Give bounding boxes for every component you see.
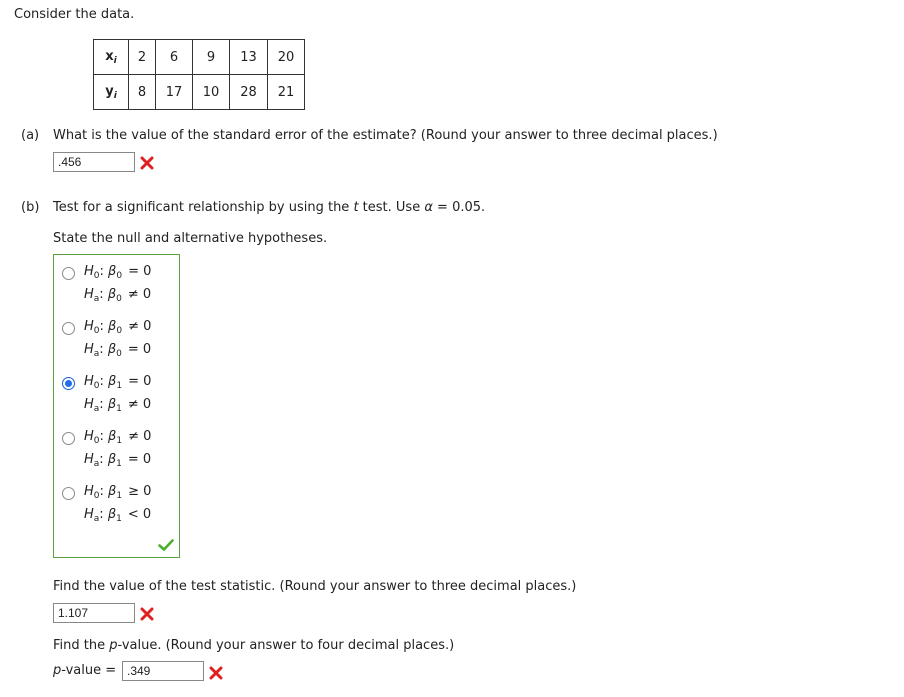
part-b-label: (b) <box>21 200 40 215</box>
part-b-question: Test for a significant relationship by using the t test. Use α = 0.05. <box>53 200 486 215</box>
null-hypothesis: $H_0$: $\beta_1 = 0$ <box>84 374 152 391</box>
check-mark-icon <box>158 539 174 555</box>
hypotheses-choices <box>53 254 180 558</box>
std-error-input[interactable]: .456 <box>53 152 135 172</box>
x-value: 6 <box>156 40 193 75</box>
test-stat-prompt: Find the value of the test statistic. (Round your answer to three decimal places.) <box>53 579 577 594</box>
y-value: 17 <box>156 75 193 110</box>
radio-button-selected[interactable] <box>62 377 75 390</box>
x-label: $x_i$ <box>94 40 129 75</box>
pvalue-input[interactable]: .349 <box>122 661 204 681</box>
x-mark-icon <box>140 156 154 170</box>
y-value: 28 <box>230 75 268 110</box>
intro-text: Consider the data. <box>14 7 135 22</box>
data-table <box>93 39 305 110</box>
y-row <box>94 75 305 110</box>
part-a-question: What is the value of the standard error of the estimate? (Round your answer to three decimal places.) <box>53 128 718 143</box>
x-row <box>94 40 305 75</box>
radio-button[interactable] <box>62 432 75 445</box>
radio-button[interactable] <box>62 322 75 335</box>
null-hypothesis: $H_0$: $\beta_0 \ne 0$ <box>84 319 152 336</box>
y-value: 21 <box>268 75 305 110</box>
radio-button[interactable] <box>62 487 75 500</box>
x-mark-icon <box>209 666 223 680</box>
alternative-hypothesis: $H_a$: $\beta_1 < 0$ <box>84 507 152 524</box>
x-value: 13 <box>230 40 268 75</box>
hypothesis-option-2[interactable] <box>62 319 177 365</box>
y-value: 10 <box>193 75 230 110</box>
hypotheses-prompt: State the null and alternative hypotheses. <box>53 231 328 246</box>
null-hypothesis: $H_0$: $\beta_1 \ne 0$ <box>84 429 152 446</box>
hypothesis-option-4[interactable] <box>62 429 177 475</box>
hypothesis-option-1[interactable] <box>62 264 177 310</box>
pvalue-label: p-value = <box>53 663 117 678</box>
y-value: 8 <box>129 75 156 110</box>
hypothesis-option-3[interactable] <box>62 374 177 420</box>
x-value: 20 <box>268 40 305 75</box>
null-hypothesis: $H_0$: $\beta_1 \ge 0$ <box>84 484 152 501</box>
pvalue-prompt: Find the p-value. (Round your answer to four decimal places.) <box>53 638 455 653</box>
hypothesis-option-5[interactable] <box>62 484 177 530</box>
x-value: 9 <box>193 40 230 75</box>
alternative-hypothesis: $H_a$: $\beta_0 = 0$ <box>84 342 152 359</box>
x-mark-icon <box>140 607 154 621</box>
alternative-hypothesis: $H_a$: $\beta_0 \ne 0$ <box>84 287 152 304</box>
test-stat-input[interactable]: 1.107 <box>53 603 135 623</box>
part-a-label: (a) <box>21 128 40 143</box>
y-label: $y_i$ <box>94 75 129 110</box>
alternative-hypothesis: $H_a$: $\beta_1 \ne 0$ <box>84 397 152 414</box>
alternative-hypothesis: $H_a$: $\beta_1 = 0$ <box>84 452 152 469</box>
radio-button[interactable] <box>62 267 75 280</box>
null-hypothesis: $H_0$: $\beta_0 = 0$ <box>84 264 152 281</box>
x-value: 2 <box>129 40 156 75</box>
